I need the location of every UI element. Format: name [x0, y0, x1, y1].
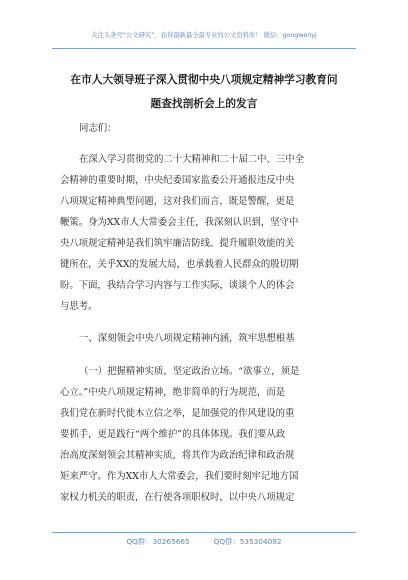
- body-line: 央八项规定精神是我们筑牢廉洁防线、提升履职效能的关: [60, 238, 295, 249]
- body-line: 要抓手，更是践行“两个维护”的具体体现。我们要从政: [60, 429, 286, 440]
- header-divider: [52, 48, 356, 49]
- body-line: 会精神的重要时期，中央纪委国家监委公开通报违反中央: [60, 175, 295, 186]
- body-line: 矩来严守。作为XX市人大常委会，我们要时刻牢记地方国: [60, 471, 299, 482]
- body-line: 八项规定精神典型问题，这对我们而言，既是警醒，更是: [60, 196, 295, 207]
- document-title: [54, 68, 354, 116]
- body-line: 鞭策。身为XX市人大常委会主任，我深刻认识到，坚守中: [60, 217, 299, 228]
- subsection-paragraph-start: （一）把握精神实质，坚定政治立场。“欲事立，须是: [79, 366, 300, 377]
- title-line-2: 题查找剖析会上的发言: [150, 97, 258, 110]
- body-line: 在深入学习贯彻党的二十大精神和二十届二中、三中全: [79, 154, 305, 165]
- salutation: 同志们：: [79, 123, 117, 134]
- footer-qq-group-2: QQ群：535304092: [213, 537, 282, 546]
- body-line: 家权力机关的职责，在行使各项职权时，以中央八项规定: [60, 492, 295, 503]
- body-line: 心立。”中央八项规定精神，绝非简单的行为规范，而是: [60, 387, 286, 398]
- header-note: 关注头条号“公文研究”，获得最新最全最专业的公文资料库！ 微信：gongwenyj: [91, 32, 317, 39]
- section-heading: 一、深刻领会中央八项规定精神内涵，筑牢思想根基: [79, 333, 295, 344]
- body-line: 盼。下面，我结合学习内容与工作实际，谈谈个人的体会: [60, 280, 295, 291]
- body-line: 键所在，关乎XX的发展大局，也承载着人民群众的殷切期: [60, 259, 299, 270]
- footer: [0, 536, 408, 548]
- body-line: 与思考。: [60, 301, 98, 312]
- body-line: 我们党在新时代徙木立信之举，是加强党的作风建设的重: [60, 408, 295, 419]
- title-line-1: 在市人大领导班子深入贯彻中央八项规定精神学习教育问: [70, 73, 338, 86]
- footer-divider: [52, 532, 356, 533]
- footer-qq-group-1: QQ群：30265665: [126, 537, 190, 546]
- body-line: 治高度深刻领会其精神实质，将其作为政治纪律和政治规: [60, 450, 295, 461]
